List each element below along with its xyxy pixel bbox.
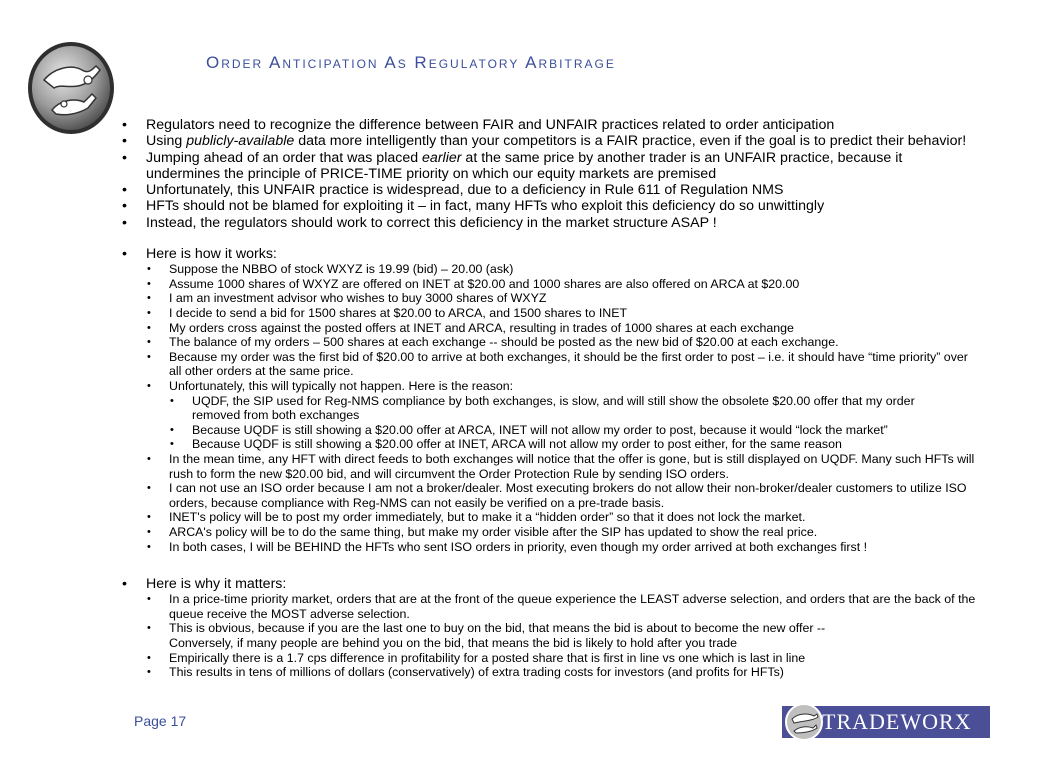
list-item: • In both cases, I will be BEHIND the HFTs who sent ISO orders in priority, even though my order arrived at both exchanges first ! — [146, 540, 976, 555]
list-item: • My orders cross against the posted offers at INET and ARCA, resulting in trades of 1000 shares at each exchange — [146, 321, 976, 336]
list-item — [118, 246, 1018, 554]
list-item: • HFTs should not be blamed for exploiting it – in fact, many HFTs who exploit this deficiency do so unwittingly — [118, 198, 1018, 214]
list-item — [118, 576, 1018, 680]
list-item: • In a price-time priority market, orders that are at the front of the queue experience the LEAST adverse selection, and orders that are the back of the queue receive the MOST adverse selection. — [146, 592, 996, 621]
list-item: • Jumping ahead of an order that was placed earlier at the same price by another trader is an UNFAIR practice, because it undermines the principle of PRICE-TIME priority on which our equity markets are premised — [118, 150, 946, 183]
slide-title: Order Anticipation As Regulatory Arbitrage — [206, 53, 616, 72]
list-item: • I am an investment advisor who wishes to buy 3000 shares of WXYZ — [146, 291, 976, 306]
list-item: • The balance of my orders – 500 shares at each exchange -- should be posted as the new bid of $20.00 at each exchange. — [146, 335, 976, 350]
list-item: • ARCA's policy will be to do the same thing, but make my order visible after the SIP has updated to show the real price. — [146, 525, 976, 540]
section-heading: Here is how it works: — [146, 246, 277, 262]
bull-bear-emblem-icon — [26, 40, 116, 136]
list-item: • Unfortunately, this UNFAIR practice is widespread, due to a deficiency in Rule 611 of Regulation NMS — [118, 182, 1018, 198]
list-item: • Unfortunately, this will typically not happen. Here is the reason: • UQDF, the SIP used for Reg-NMS compliance by both exchanges, is slow, and will still show the obsolete $20.00 offer that my order removed from both exchanges • Because UQDF is still showing a $20.00 offer at ARCA, INET will not allow my order to post, because it would “lock the market” • Because UQDF is still showing a $20.00 offer at INET, ARCA will not allow my order to post either, for the same reason — [146, 379, 976, 452]
sub-bullet-list — [146, 262, 976, 554]
section-heading: Here is why it matters: — [146, 576, 287, 592]
bullet-list-how-it-works — [118, 246, 1018, 554]
bull-bear-logo-icon — [784, 702, 824, 742]
tradeworx-logo — [782, 706, 990, 738]
sub-sub-bullet-list — [169, 394, 954, 452]
page-number: Page 17 — [134, 713, 187, 729]
list-item: • Empirically there is a 1.7 cps difference in profitability for a posted share that is first in line vs one which is last in line — [146, 651, 996, 666]
brand-name: TRADEWORX — [822, 709, 972, 734]
list-item: • UQDF, the SIP used for Reg-NMS compliance by both exchanges, is slow, and will still show the obsolete $20.00 offer that my order removed from both exchanges — [169, 394, 954, 423]
bullet-list-main — [118, 117, 1018, 231]
list-item: • INET's policy will be to post my order immediately, but to make it a “hidden order” so that it does not lock the market. — [146, 510, 976, 525]
sub-bullet-list — [146, 592, 996, 680]
bullet-list-why-it-matters — [118, 576, 1018, 680]
list-item: • Regulators need to recognize the difference between FAIR and UNFAIR practices related to order anticipation — [118, 117, 1018, 133]
list-item: • Because UQDF is still showing a $20.00 offer at INET, ARCA will not allow my order to post either, for the same reason — [169, 437, 954, 452]
list-item: • Suppose the NBBO of stock WXYZ is 19.99 (bid) – 20.00 (ask) — [146, 262, 976, 277]
list-item: • This is obvious, because if you are the last one to buy on the bid, that means the bid is about to become the new offer -- Conversely, if many people are behind you on the bid, that means the bid is likely to hold after you trade — [146, 621, 869, 650]
list-item: • Assume 1000 shares of WXYZ are offered on INET at $20.00 and 1000 shares are also offered on ARCA at $20.00 — [146, 277, 976, 292]
list-item: • I decide to send a bid for 1500 shares at $20.00 to ARCA, and 1500 shares to INET — [146, 306, 976, 321]
list-item: • I can not use an ISO order because I am not a broker/dealer. Most executing brokers do not allow their non-broker/dealer customers to utilize ISO orders, because compliance with Reg-NMS can not easily be verified on a pre-trade basis. — [146, 481, 976, 510]
list-item: • Instead, the regulators should work to correct this deficiency in the market structure ASAP ! — [118, 215, 1018, 231]
list-item: • In the mean time, any HFT with direct feeds to both exchanges will notice that the offer is gone, but is still displayed on UQDF. Many such HFTs will rush to form the new $20.00 bid, and will circumvent the Order Protection Rule by sending ISO orders. — [146, 452, 976, 481]
list-item: • Because UQDF is still showing a $20.00 offer at ARCA, INET will not allow my order to post, because it would “lock the market” — [169, 423, 954, 438]
list-item: • Using publicly-available data more intelligently than your competitors is a FAIR practice, even if the goal is to predict their behavior! — [118, 133, 1018, 149]
list-item: • Because my order was the first bid of $20.00 to arrive at both exchanges, it should be the first order to post – i.e. it should have “time priority” over all other orders at the same price. — [146, 350, 976, 379]
list-item: • This results in tens of millions of dollars (conservatively) of extra trading costs for investors (and profits for HFTs) — [146, 665, 996, 680]
